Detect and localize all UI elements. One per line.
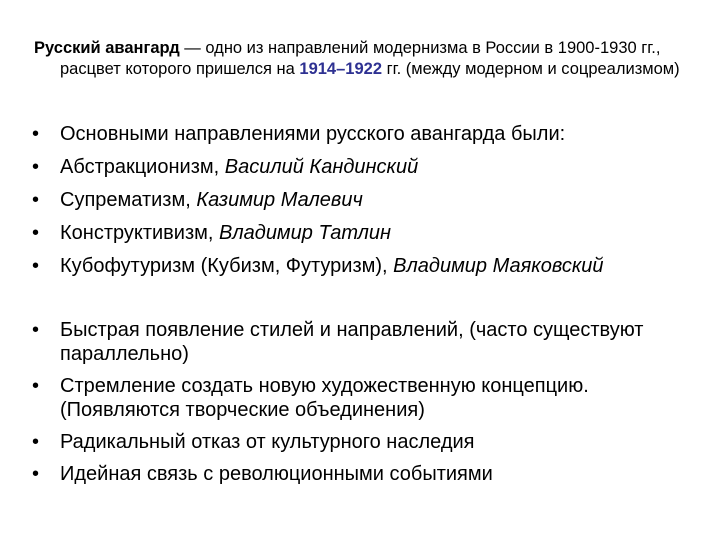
bullet-icon: •: [32, 463, 40, 485]
bullet-icon: •: [32, 123, 40, 145]
list-item-text: Идейная связь с революционными событиями: [60, 463, 493, 485]
list-item: [30, 318, 710, 366]
intro-text-before-years: — одно из направлений модернизма в России в 1900-1930 гг., расцвет которого пришелся на: [60, 39, 661, 78]
list-item: [30, 188, 710, 212]
list-item-text: Основными направлениями русского авангарда были:: [60, 123, 566, 145]
list-item: [30, 122, 710, 146]
bullet-icon: •: [32, 189, 40, 211]
intro-text: [34, 38, 694, 80]
directions-list: [30, 122, 710, 287]
list-item: [30, 462, 710, 486]
list-item-text: Абстракционизм,: [60, 156, 225, 178]
list-item-text: Супрематизм,: [60, 189, 197, 211]
list-item-text: Быстрая появление стилей и направлений, (часто существуют параллельно): [60, 319, 644, 365]
bullet-icon: •: [32, 255, 40, 277]
intro-term: Русский авангард: [34, 39, 180, 57]
list-item: [30, 430, 710, 454]
list-item: [30, 254, 710, 278]
bullet-icon: •: [32, 375, 40, 397]
list-item-text: Радикальный отказ от культурного наследия: [60, 431, 475, 453]
list-item-text: Конструктивизм,: [60, 222, 220, 244]
list-item: [30, 374, 710, 422]
list-item-text: Стремление создать новую художественную концепцию. (Появляются творческие объединения): [60, 375, 589, 421]
list-item-artist: Владимир Татлин: [219, 222, 391, 244]
bullet-icon: •: [32, 156, 40, 178]
list-item: [30, 221, 710, 245]
list-item-text: Кубофутуризм (Кубизм, Футуризм),: [60, 255, 394, 277]
bullet-icon: •: [32, 319, 40, 341]
list-item-artist: Казимир Малевич: [196, 189, 363, 211]
features-list: [30, 318, 710, 494]
list-item: [30, 155, 710, 179]
bullet-icon: •: [32, 431, 40, 453]
intro-paragraph: [34, 38, 694, 80]
intro-text-after-years: гг. (между модерном и соцреализмом): [382, 60, 680, 78]
list-item-artist: Василий Кандинский: [224, 156, 419, 178]
intro-years: 1914–1922: [299, 60, 382, 78]
list-item-artist: Владимир Маяковский: [393, 255, 604, 277]
bullet-icon: •: [32, 222, 40, 244]
